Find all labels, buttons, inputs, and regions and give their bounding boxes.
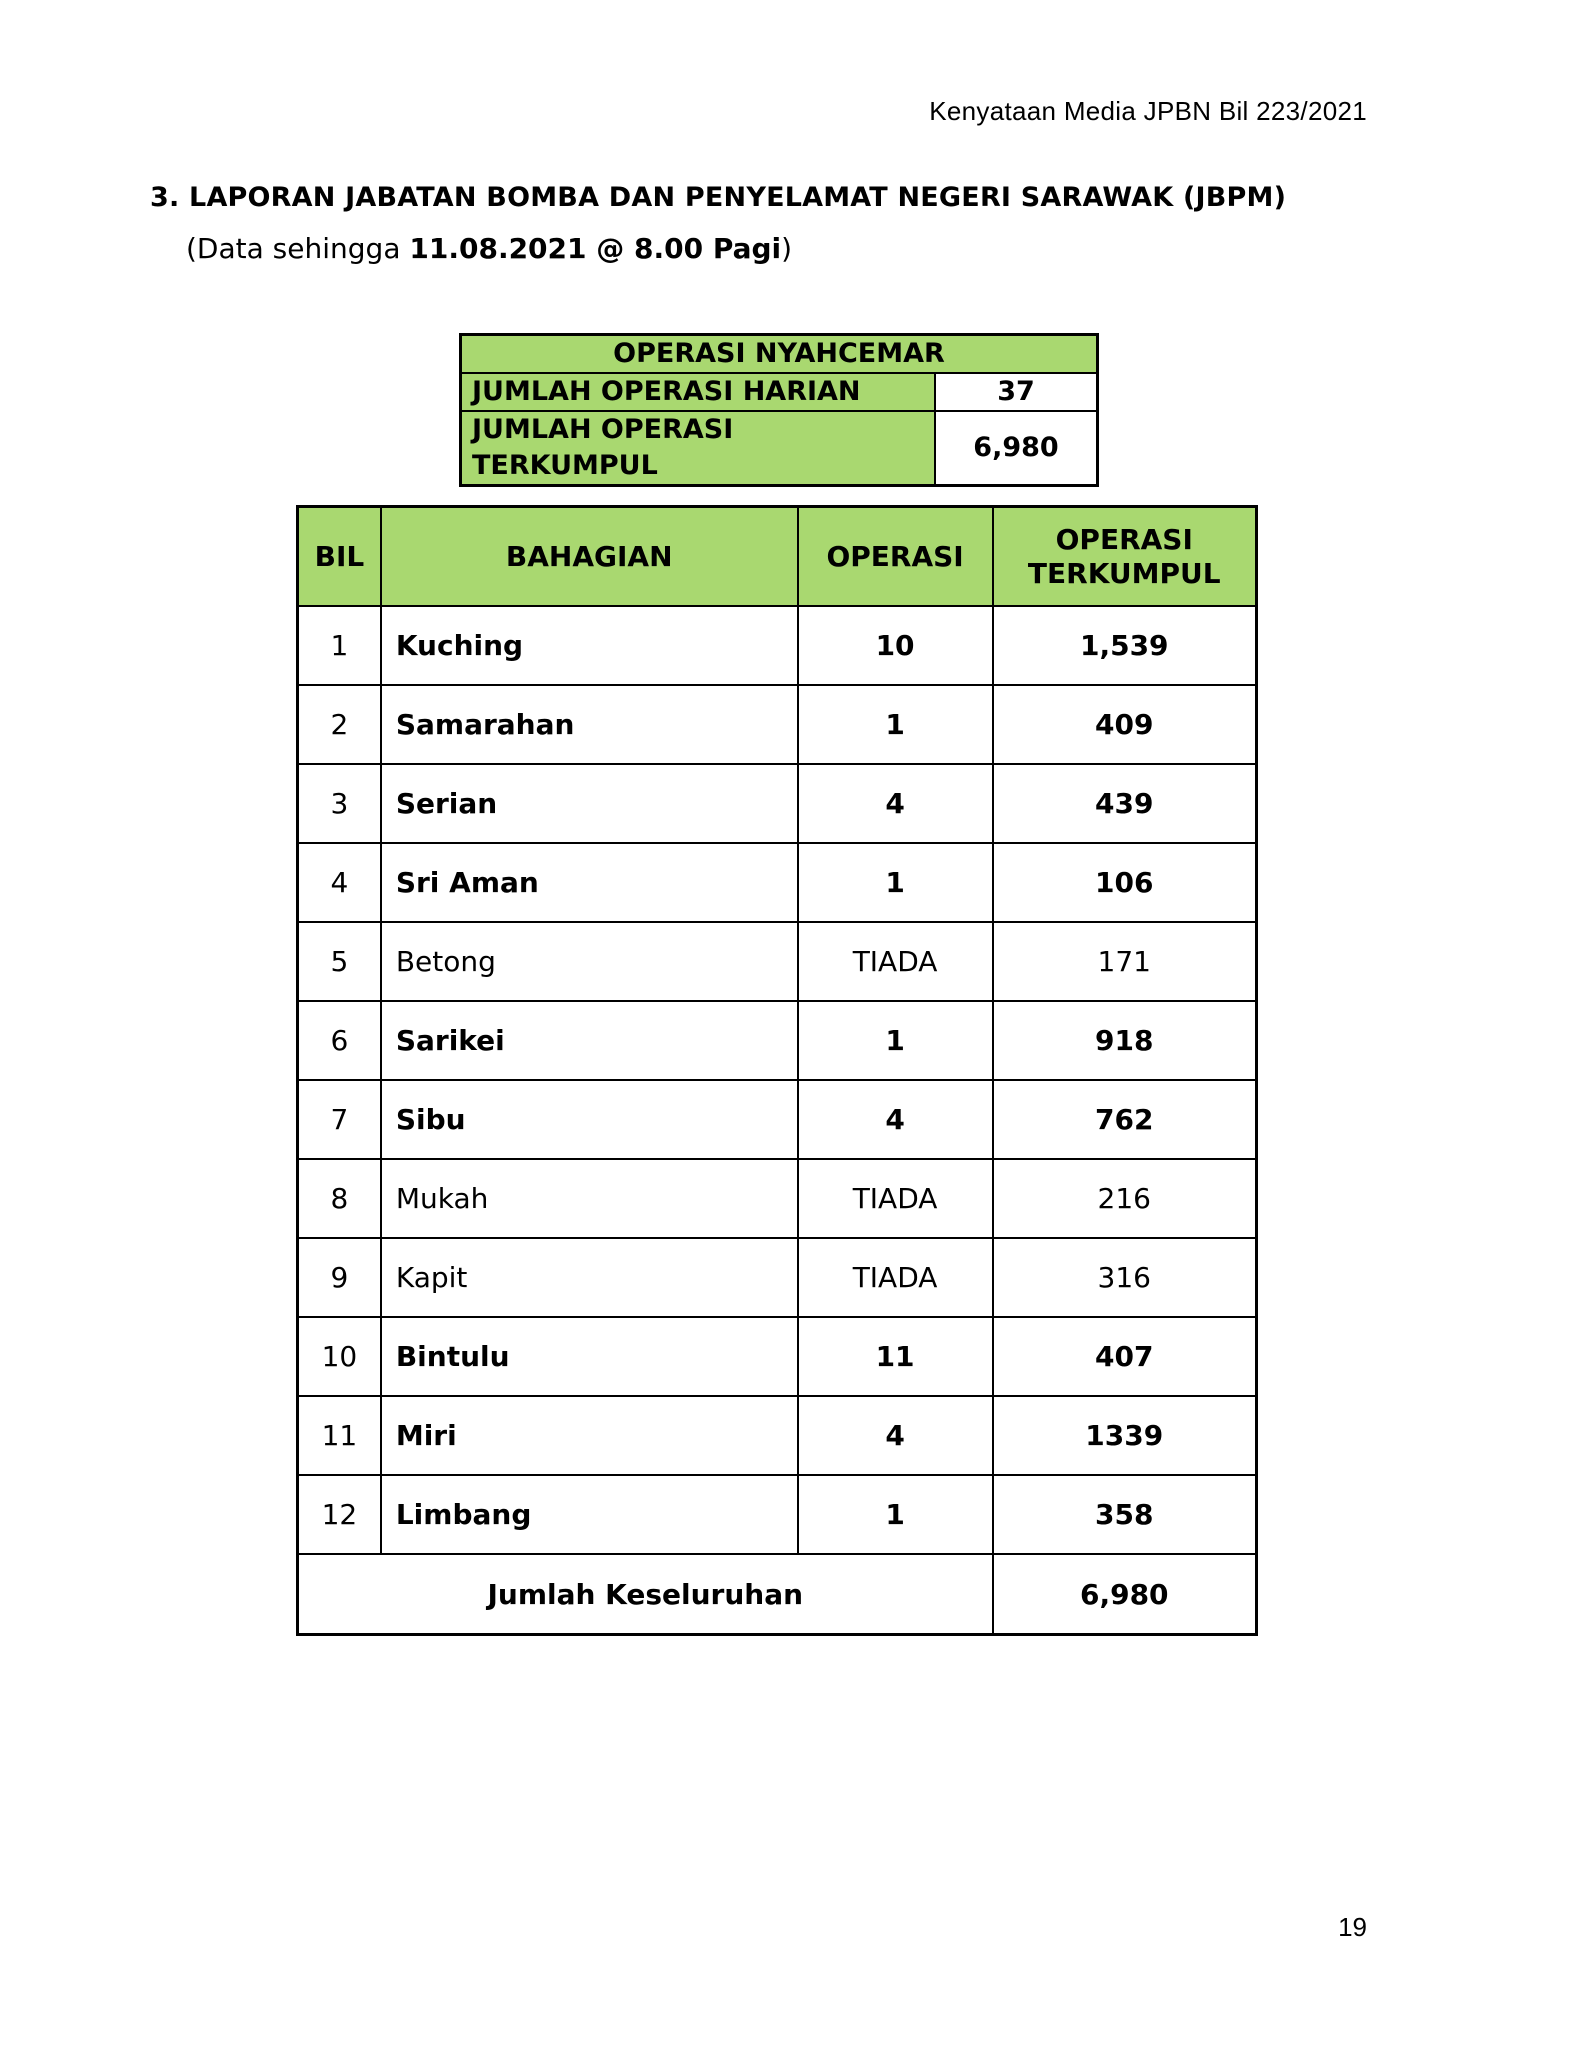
cell-bil: 10 [298,1317,381,1396]
total-value: 6,980 [993,1554,1257,1635]
summary-row [461,373,1098,411]
total-row [298,1554,1257,1635]
cell-operasi: 1 [798,1001,993,1080]
table-row [298,1475,1257,1554]
cell-bil: 9 [298,1238,381,1317]
cell-operasi-terkumpul: 316 [993,1238,1257,1317]
cell-bil: 5 [298,922,381,1001]
cell-operasi: 1 [798,685,993,764]
cell-bil: 7 [298,1080,381,1159]
header-operasi: OPERASI [798,507,993,607]
summary-label: JUMLAH OPERASI TERKUMPUL [461,411,936,486]
cell-bil: 1 [298,606,381,685]
summary-title: OPERASI NYAHCEMAR [461,335,1098,374]
header-operasi-terkumpul [993,507,1257,607]
header-bahagian: BAHAGIAN [381,507,798,607]
total-label: Jumlah Keseluruhan [298,1554,993,1635]
cell-bahagian: Miri [381,1396,798,1475]
statement-reference: Kenyataan Media JPBN Bil 223/2021 [929,96,1367,126]
data-date-note [186,232,792,265]
cell-bil: 8 [298,1159,381,1238]
cell-operasi-terkumpul: 407 [993,1317,1257,1396]
cell-bil: 4 [298,843,381,922]
summary-value: 37 [935,373,1098,411]
table-row [298,1396,1257,1475]
cell-operasi: 1 [798,843,993,922]
cell-bahagian: Betong [381,922,798,1001]
cell-bahagian: Sri Aman [381,843,798,922]
data-date-prefix: (Data sehingga [186,232,410,265]
table-row [298,1080,1257,1159]
cell-operasi: TIADA [798,1159,993,1238]
cell-operasi: 10 [798,606,993,685]
cell-bil: 11 [298,1396,381,1475]
cell-operasi: 11 [798,1317,993,1396]
table-row [298,764,1257,843]
cell-operasi-terkumpul: 106 [993,843,1257,922]
cell-operasi-terkumpul: 918 [993,1001,1257,1080]
table-row [298,1317,1257,1396]
cell-bil: 3 [298,764,381,843]
cell-operasi-terkumpul: 439 [993,764,1257,843]
cell-bil: 6 [298,1001,381,1080]
cell-operasi-terkumpul: 762 [993,1080,1257,1159]
cell-operasi-terkumpul: 1339 [993,1396,1257,1475]
table-body [298,606,1257,1554]
cell-operasi: TIADA [798,922,993,1001]
cell-bahagian: Mukah [381,1159,798,1238]
section-title: 3. LAPORAN JABATAN BOMBA DAN PENYELAMAT NEGERI SARAWAK (JBPM) [150,182,1287,213]
cell-bahagian: Bintulu [381,1317,798,1396]
cell-operasi-terkumpul: 409 [993,685,1257,764]
cell-bahagian: Sarikei [381,1001,798,1080]
cell-operasi: 4 [798,1080,993,1159]
table-row [298,843,1257,922]
data-date-value: 11.08.2021 @ 8.00 Pagi [409,232,782,265]
summary-label: JUMLAH OPERASI HARIAN [461,373,936,411]
cell-bahagian: Kapit [381,1238,798,1317]
cell-operasi-terkumpul: 216 [993,1159,1257,1238]
cell-operasi-terkumpul: 358 [993,1475,1257,1554]
data-date-suffix: ) [781,232,793,265]
cell-bil: 12 [298,1475,381,1554]
header-terkumpul-line1: OPERASI [1055,522,1193,556]
table-row [298,922,1257,1001]
division-operations-table [296,505,1258,1636]
table-row [298,1238,1257,1317]
header-terkumpul-line2: TERKUMPUL [1027,556,1221,590]
cell-operasi-terkumpul: 1,539 [993,606,1257,685]
table-row [298,606,1257,685]
table-header-row [298,507,1257,607]
summary-value: 6,980 [935,411,1098,486]
cell-operasi: 4 [798,1396,993,1475]
table-row [298,685,1257,764]
cell-operasi: 4 [798,764,993,843]
summary-row [461,411,1098,486]
table-row [298,1001,1257,1080]
cell-operasi-terkumpul: 171 [993,922,1257,1001]
summary-table [459,333,1099,487]
header-bil: BIL [298,507,381,607]
summary-title-row [461,335,1098,374]
cell-bahagian: Samarahan [381,685,798,764]
cell-operasi: TIADA [798,1238,993,1317]
cell-operasi: 1 [798,1475,993,1554]
cell-bahagian: Serian [381,764,798,843]
cell-bahagian: Limbang [381,1475,798,1554]
page-number: 19 [1338,1912,1367,1942]
cell-bahagian: Sibu [381,1080,798,1159]
cell-bil: 2 [298,685,381,764]
cell-bahagian: Kuching [381,606,798,685]
table-row [298,1159,1257,1238]
